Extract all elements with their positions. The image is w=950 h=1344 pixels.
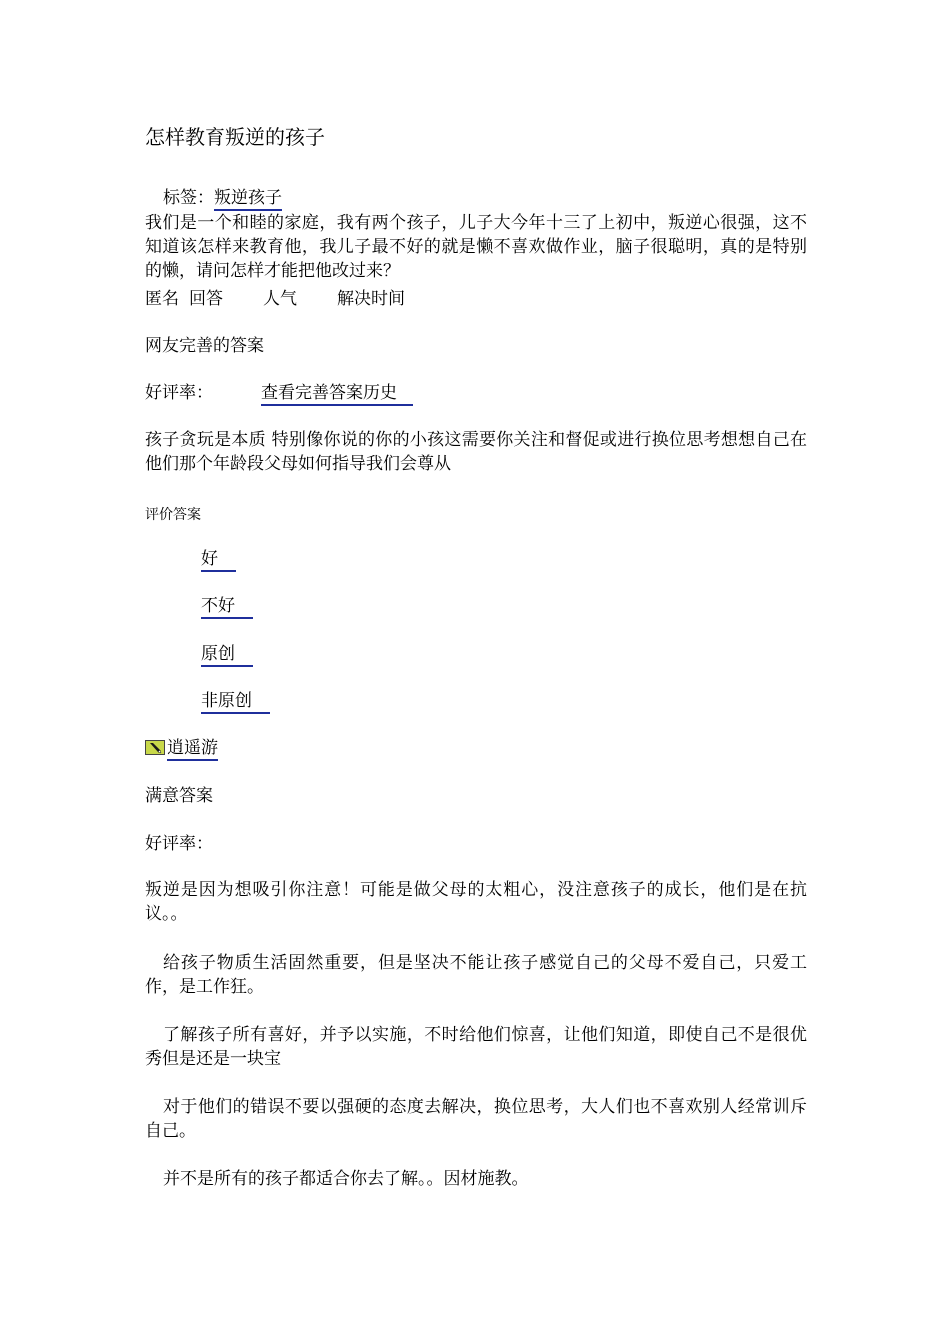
tags-row bbox=[163, 186, 282, 210]
rate-original-link[interactable]: 原创 bbox=[201, 644, 253, 667]
meta-popularity: 人气 bbox=[263, 289, 297, 309]
question-text: 我们是一个和睦的家庭，我有两个孩子，儿子大今年十三了上初中，叛逆心很强，这不知道该怎样来教育他，我儿子最不好的就是懒不喜欢做作业，脑子很聪明，真的是特别的懒，请问怎样才能把他改过来？ bbox=[145, 213, 807, 281]
evaluate-option-bad bbox=[201, 594, 253, 618]
netizen-answer-heading: 网友完善的答案 bbox=[145, 336, 264, 356]
answerer-row bbox=[145, 736, 218, 760]
satisfied-rating-label: 好评率： bbox=[145, 834, 213, 854]
meta-answers: 回答 bbox=[189, 289, 223, 309]
rate-good-link[interactable]: 好 bbox=[201, 549, 236, 572]
meta-anonymous: 匿名 bbox=[145, 289, 179, 309]
answer-paragraph: 了解孩子所有喜好，并予以实施，不时给他们惊喜，让他们知道，即使自己不是很优秀但是还是一块宝 bbox=[145, 1025, 807, 1069]
answer-paragraph: 对于他们的错误不要以强硬的态度去解决，换位思考，大人们也不喜欢别人经常训斥自己。 bbox=[145, 1097, 807, 1141]
page-title: 怎样教育叛逆的孩子 bbox=[145, 125, 325, 149]
question-meta bbox=[145, 287, 405, 311]
meta-resolve-time: 解决时间 bbox=[337, 289, 405, 309]
netizen-rating-row bbox=[145, 381, 413, 405]
answer-paragraph: 并不是所有的孩子都适合你去了解。。因材施教。 bbox=[163, 1169, 529, 1189]
netizen-rating-label: 好评率： bbox=[145, 383, 213, 403]
answer-paragraph: 给孩子物质生活固然重要，但是坚决不能让孩子感觉自己的父母不爱自己，只爱工作，是工作狂。 bbox=[145, 953, 807, 997]
evaluate-option-original bbox=[201, 642, 253, 666]
tags-label: 标签： bbox=[163, 188, 214, 208]
evaluate-option-not-original bbox=[201, 689, 270, 713]
tag-link[interactable]: 叛逆孩子 bbox=[214, 188, 282, 211]
answerer-name-link[interactable]: 逍遥游 bbox=[167, 738, 218, 761]
evaluate-option-good bbox=[201, 547, 236, 571]
pencil-icon bbox=[145, 738, 165, 753]
evaluate-heading: 评价答案 bbox=[145, 507, 201, 523]
rate-bad-link[interactable]: 不好 bbox=[201, 596, 253, 619]
satisfied-answer-heading: 满意答案 bbox=[145, 786, 213, 806]
rate-not-original-link[interactable]: 非原创 bbox=[201, 691, 270, 714]
answer-history-link[interactable]: 查看完善答案历史 bbox=[261, 383, 413, 406]
netizen-answer-text: 孩子贪玩是本质 特别像你说的你的小孩这需要你关注和督促或进行换位思考想想自己在他们那个年龄段父母如何指导我们会尊从 bbox=[145, 430, 807, 474]
answer-paragraph: 叛逆是因为想吸引你注意！可能是做父母的太粗心，没注意孩子的成长，他们是在抗议。。 bbox=[145, 880, 807, 924]
